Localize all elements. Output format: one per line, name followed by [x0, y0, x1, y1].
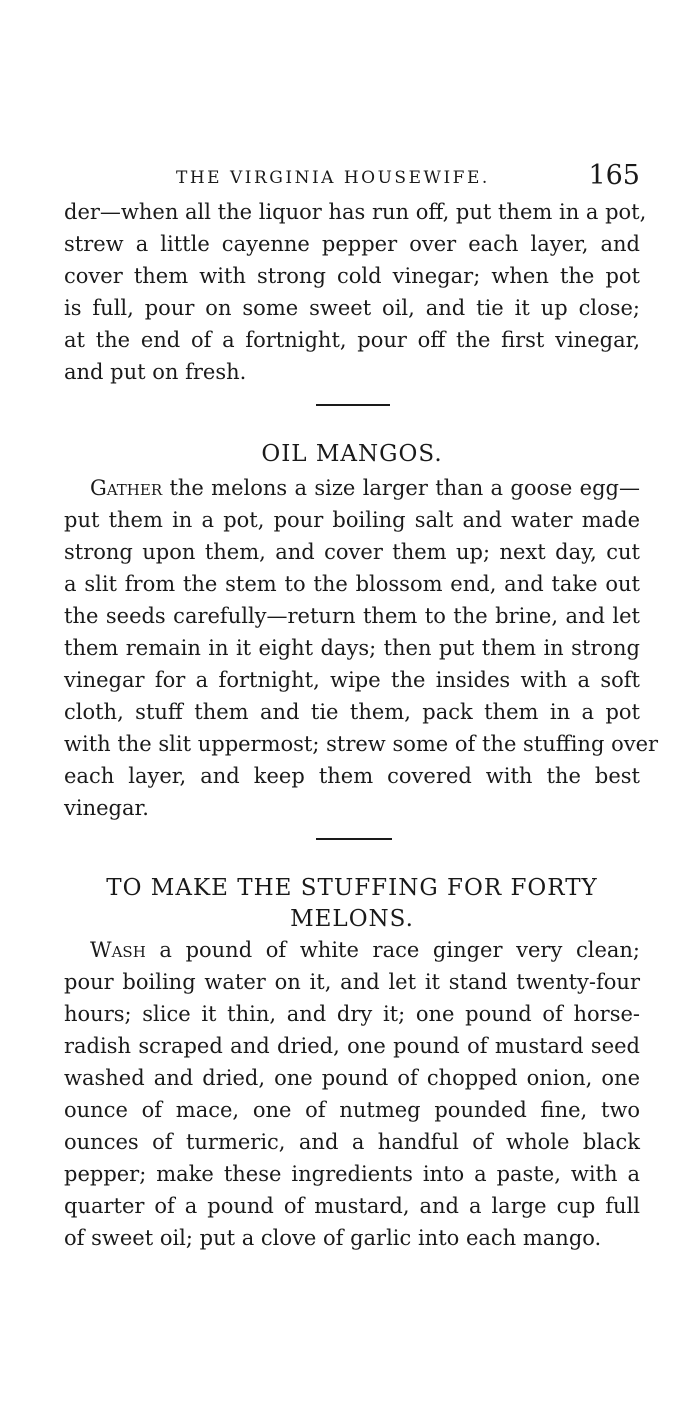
- text-line: ounce of mace, one of nutmeg pounded fine, two: [64, 1098, 640, 1122]
- text-line: quarter of a pound of mustard, and a large cup full: [64, 1194, 640, 1218]
- oil-mangos-paragraph: [64, 472, 659, 824]
- text-line: radish scraped and dried, one pound of mustard seed: [64, 1034, 640, 1058]
- text-line: at the end of a fortnight, pour off the first vinegar,: [64, 328, 640, 352]
- text-line: each layer, and keep them covered with the best: [64, 764, 640, 788]
- text-line: [64, 934, 640, 966]
- text-line: cloth, stuff them and tie them, pack them in a pot: [64, 700, 640, 724]
- text-line: washed and dried, one pound of chopped onion, one: [64, 1066, 640, 1090]
- text-line: and put on fresh.: [64, 360, 247, 384]
- text-line: hours; slice it thin, and dry it; one pound of horse-: [64, 1002, 640, 1026]
- stuffing-paragraph: [64, 934, 640, 1254]
- text-line: der—when all the liquor has run off, put them in a pot,: [64, 200, 647, 224]
- text-line: of sweet oil; put a clove of garlic into each mango.: [64, 1226, 602, 1250]
- text-line: is full, pour on some sweet oil, and tie it up close;: [64, 296, 640, 320]
- text-line: strew a little cayenne pepper over each layer, and: [64, 232, 640, 256]
- text-line: pour boiling water on it, and let it stand twenty-four: [64, 970, 640, 994]
- section-divider: [316, 838, 392, 840]
- text-line: put them in a pot, pour boiling salt and water made: [64, 508, 640, 532]
- stuffing-heading-line2: MELONS.: [290, 906, 414, 932]
- drop-word: Wash: [90, 938, 146, 962]
- text-line: vinegar.: [64, 796, 149, 820]
- text-line: strong upon them, and cover them up; next day, cut: [64, 540, 640, 564]
- line-rest: a pound of white race ginger very clean;: [145, 938, 640, 962]
- text-line: pepper; make these ingredients into a paste, with a: [64, 1162, 640, 1186]
- section-divider: [316, 404, 390, 406]
- text-line: the seeds carefully—return them to the brine, and let: [64, 604, 640, 628]
- intro-paragraph: [64, 196, 647, 388]
- text-line: [64, 472, 640, 504]
- text-line: with the slit uppermost; strew some of the stuffing over: [64, 732, 659, 756]
- text-line: ounces of turmeric, and a handful of whole black: [64, 1130, 640, 1154]
- oil-mangos-heading: OIL MANGOS.: [261, 441, 443, 467]
- running-title: THE VIRGINIA HOUSEWIFE.: [176, 168, 490, 188]
- text-line: them remain in it eight days; then put them in strong: [64, 636, 640, 660]
- text-line: a slit from the stem to the blossom end, and take out: [64, 572, 640, 596]
- text-line: vinegar for a fortnight, wipe the insides with a soft: [64, 668, 640, 692]
- line-rest: the melons a size larger than a goose egg—: [162, 476, 640, 500]
- page-number: 165: [588, 160, 640, 191]
- text-line: cover them with strong cold vinegar; when the pot: [64, 264, 640, 288]
- stuffing-heading-line1: TO MAKE THE STUFFING FOR FORTY: [106, 875, 598, 901]
- drop-word: Gather: [90, 476, 163, 500]
